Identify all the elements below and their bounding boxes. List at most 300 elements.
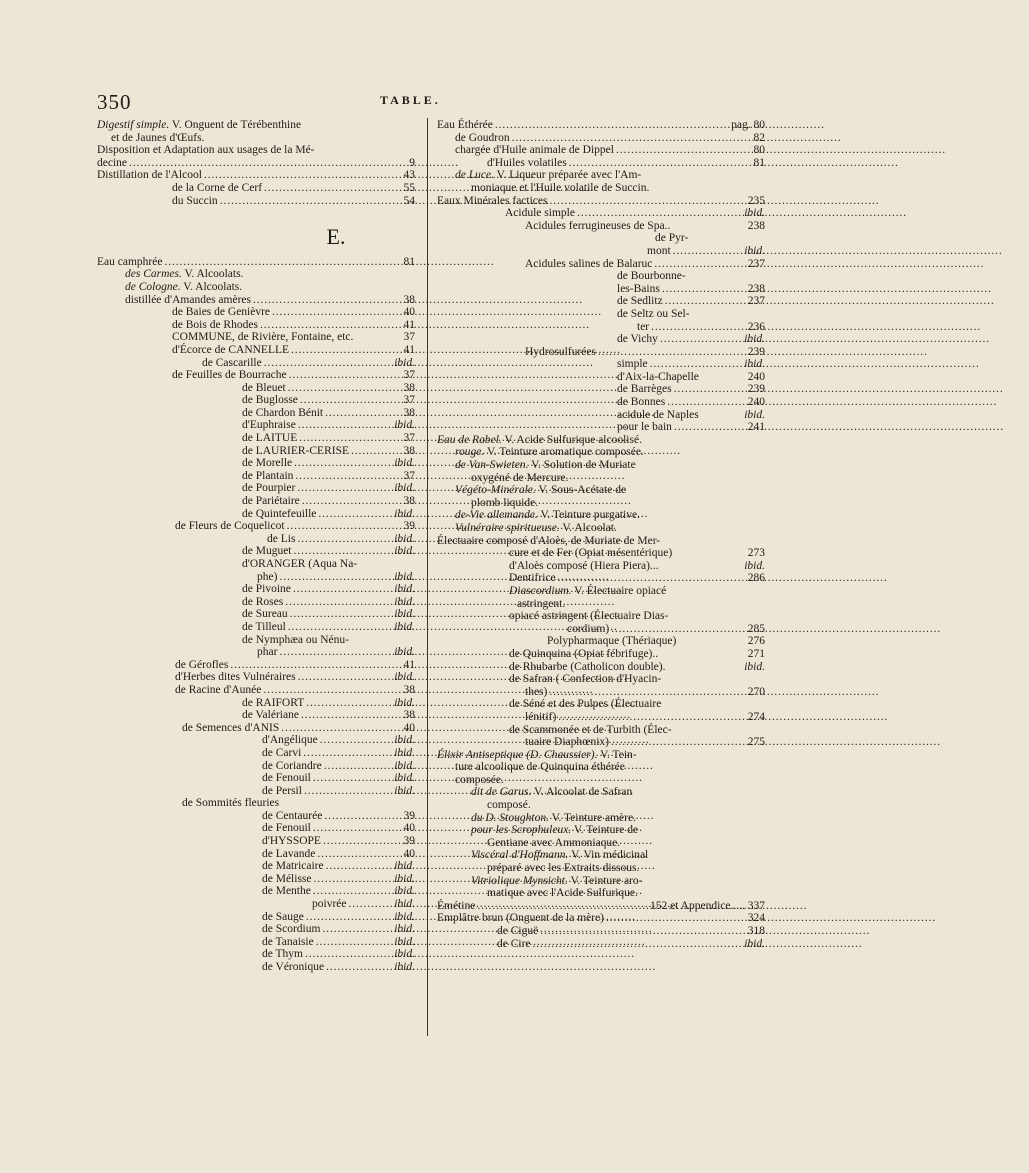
entry-text: Hydrosulfurées	[525, 345, 596, 358]
entry-text: Distillation de l'Alcool	[97, 169, 202, 182]
entry-text: ter	[637, 320, 650, 333]
entry-text: d'Aix-la-Chapelle	[617, 370, 699, 383]
entry-text: de Feuilles de Bourrache	[172, 369, 287, 382]
entry-text: de Fenouil	[262, 822, 311, 835]
index-entry	[437, 749, 765, 762]
dot-leader	[302, 495, 385, 508]
page-reference: ibid.	[394, 646, 415, 659]
entry-text: ture alcoolique de Quinquina éthérée	[455, 761, 625, 774]
page-reference: 38	[403, 709, 415, 722]
page-reference: 276	[747, 635, 765, 648]
page-reference: 82	[753, 131, 765, 144]
entry-text: Eau de Rabel. V. Acide Sulfurique alcoolisé.	[437, 433, 642, 446]
entry-text: Acidule simple	[505, 207, 575, 220]
index-entry	[97, 508, 415, 521]
page-reference: 41	[403, 343, 415, 356]
index-entry	[437, 446, 765, 459]
page-reference: 270	[747, 685, 765, 698]
entry-text: phar	[257, 646, 278, 659]
entry-text: de Semences d'ANIS	[182, 721, 280, 734]
entry-text: de Pariétaire	[242, 495, 300, 508]
index-entry	[97, 357, 415, 370]
page-reference: 37	[403, 432, 415, 445]
dot-leader	[299, 432, 385, 445]
index-entry	[437, 837, 765, 850]
index-entry	[97, 621, 415, 634]
entry-text: de Sommités fleuries	[182, 797, 280, 810]
page-reference: 238	[747, 282, 765, 295]
dot-leader	[569, 157, 735, 170]
page-reference: ibid.	[394, 784, 415, 797]
dot-leader	[313, 772, 385, 785]
page-reference: 286	[747, 572, 765, 585]
index-entry	[97, 369, 415, 382]
entry-text: d'Herbes dites Vulnéraires	[175, 671, 296, 684]
dot-leader	[673, 245, 735, 258]
entry-text: oxygéné de Mercure.	[471, 471, 569, 484]
entry-text: de Cologne. V. Alcoolats.	[125, 280, 243, 293]
index-entry	[97, 822, 415, 835]
page-reference: 38	[403, 381, 415, 394]
index-entry	[97, 709, 415, 722]
entry-text: de Menthe	[262, 885, 311, 898]
index-entry	[97, 860, 415, 873]
page-reference: 40	[403, 306, 415, 319]
index-entry	[437, 245, 765, 258]
entry-text: de Buglosse	[242, 394, 298, 407]
entry-text: cordium)	[567, 622, 610, 635]
page-reference: 38	[403, 293, 415, 306]
page-reference: ibid.	[394, 608, 415, 621]
page-reference: 274	[747, 710, 765, 723]
page-reference: 40	[403, 822, 415, 835]
dot-leader	[129, 157, 385, 170]
index-entry	[97, 835, 415, 848]
index-entry	[437, 346, 765, 359]
index-entry	[437, 421, 765, 434]
page-reference: ibid.	[394, 696, 415, 709]
dot-leader	[285, 596, 385, 609]
page-reference: 235	[747, 194, 765, 207]
index-entry	[437, 812, 765, 825]
page-reference: 9	[409, 156, 415, 169]
dot-leader	[313, 822, 385, 835]
index-entry	[437, 283, 765, 296]
dot-leader	[220, 195, 385, 208]
entry-text: de Coriandre	[262, 759, 322, 772]
entry-text: thes)	[525, 685, 548, 698]
page-reference: 41	[403, 318, 415, 331]
index-entry	[437, 258, 765, 271]
entry-text: les-Bains	[617, 282, 660, 295]
index-entry	[437, 484, 765, 497]
dot-leader	[667, 396, 735, 409]
dot-leader	[654, 258, 735, 271]
dot-leader	[297, 533, 385, 546]
dot-leader	[662, 283, 735, 296]
index-entry	[97, 961, 415, 974]
page-reference: 273	[747, 547, 765, 560]
index-entry	[97, 722, 415, 735]
dot-leader	[326, 860, 385, 873]
entry-text: mont	[647, 244, 671, 257]
entry-text: de Muguet	[242, 545, 292, 558]
entry-text: de Barrèges	[617, 383, 672, 396]
left-index-column	[97, 119, 415, 974]
page-reference: ibid.	[394, 734, 415, 747]
dot-leader	[263, 684, 385, 697]
entry-text: de Pivoine	[242, 583, 291, 596]
page-reference: 237	[747, 295, 765, 308]
index-entry	[97, 268, 415, 281]
index-entry	[437, 585, 765, 598]
page-reference: 275	[747, 736, 765, 749]
page-reference: ibid.	[394, 772, 415, 785]
page-reference: ibid.	[394, 583, 415, 596]
index-entry	[437, 169, 765, 182]
index-entry	[97, 583, 415, 596]
index-entry	[437, 459, 765, 472]
entry-text: de Matricaire	[262, 860, 324, 873]
entry-text: de Thym	[262, 948, 303, 961]
entry-text: decine	[97, 156, 128, 169]
entry-text: de Fleurs de Coquelicot	[175, 520, 285, 533]
page-reference: ibid.	[394, 910, 415, 923]
right-index-column	[437, 119, 765, 950]
entry-text: d'HYSSOPE	[262, 835, 321, 848]
entry-text: composé.	[487, 799, 531, 812]
entry-text: de Vichy	[617, 333, 658, 346]
index-entry	[437, 849, 765, 862]
entry-text: préparé avec les Extraits dissous.	[487, 862, 640, 875]
entry-text: de Tanaisie	[262, 935, 314, 948]
index-entry	[97, 671, 415, 684]
page-reference: 152 et Appendice..... 337	[650, 899, 765, 912]
page-reference: 239	[747, 345, 765, 358]
index-entry	[97, 533, 415, 546]
dot-leader	[298, 419, 385, 432]
index-entry	[437, 497, 765, 510]
dot-leader	[351, 445, 385, 458]
dot-leader	[558, 572, 735, 585]
entry-text: chargée d'Huile animale de Dippel	[455, 144, 614, 157]
index-entry	[437, 661, 765, 674]
entry-text: Végéto-Minérale. V. Sous-Acétate de	[455, 484, 627, 497]
dot-leader	[577, 207, 735, 220]
page-reference: ibid.	[394, 898, 415, 911]
dot-leader	[477, 900, 648, 913]
page-reference: 54	[403, 194, 415, 207]
index-entry	[437, 698, 765, 711]
page-reference: ibid.	[394, 935, 415, 948]
dot-leader	[533, 938, 735, 951]
dot-leader	[549, 195, 735, 208]
index-entry	[437, 799, 765, 812]
index-entry	[97, 571, 415, 584]
entry-text: acidule de Naples	[617, 408, 699, 421]
entry-text: de Rhubarbe (Catholicon double).	[509, 660, 666, 673]
page-reference: 38	[403, 444, 415, 457]
page-reference: ibid.	[744, 207, 765, 220]
entry-text: Eaux Minérales factices	[437, 194, 548, 207]
entry-text: Dentifrice	[509, 572, 556, 585]
index-entry	[437, 157, 765, 170]
index-entry	[437, 182, 765, 195]
entry-text: de Fenouil	[262, 772, 311, 785]
page-reference: ibid.	[744, 660, 765, 673]
entry-text: de Bonnes	[617, 396, 666, 409]
page-reference: ibid.	[394, 746, 415, 759]
page-reference: 43	[403, 169, 415, 182]
index-entry	[97, 407, 415, 420]
index-entry	[437, 560, 765, 573]
index-entry	[97, 419, 415, 432]
index-entry	[437, 232, 765, 245]
entry-text: de Cascarille	[202, 356, 262, 369]
index-entry	[437, 623, 765, 636]
entry-text: Vulnéraire spiritueuse. V. Alcoolat.	[455, 522, 617, 534]
index-entry	[437, 761, 765, 774]
index-entry	[437, 648, 765, 661]
page-number: 350	[97, 90, 132, 114]
index-entry	[97, 394, 415, 407]
dot-leader	[320, 734, 385, 747]
dot-leader	[606, 912, 735, 925]
page-reference: ibid.	[394, 923, 415, 936]
index-entry	[437, 333, 765, 346]
entry-text: Viscéral d'Hoffmann. V. Vin médicinal	[471, 849, 649, 862]
index-entry	[437, 912, 765, 925]
page-reference: ibid.	[394, 482, 415, 495]
dot-leader	[598, 346, 735, 359]
index-entry	[437, 144, 765, 157]
entry-text: d'Angélique	[262, 734, 318, 747]
index-entry	[437, 132, 765, 145]
dot-leader	[512, 132, 735, 145]
entry-text: de Safran ( Confection d'Hyacin-	[509, 673, 662, 686]
page-reference: ibid.	[394, 885, 415, 898]
index-entry	[97, 923, 415, 936]
entry-text: de Pourpier	[242, 482, 296, 495]
index-entry	[97, 281, 415, 294]
dot-leader	[291, 344, 385, 357]
page-reference: ibid.	[394, 595, 415, 608]
index-entry	[437, 195, 765, 208]
dot-leader	[260, 319, 385, 332]
dot-leader	[264, 182, 385, 195]
entry-text: de Véronique	[262, 961, 325, 973]
entry-text: de la Corne de Cerf	[172, 181, 263, 194]
dot-leader	[301, 709, 385, 722]
entry-text: Vitriolique Mynsicht. V. Teinture aro-	[471, 874, 643, 887]
entry-text: Eau camphrée	[97, 255, 163, 268]
page-reference: 324	[747, 912, 765, 925]
dot-leader	[314, 873, 385, 886]
entry-text: de Luce. V. Liqueur préparée avec l'Am-	[455, 169, 642, 182]
entry-text: de Van-Swieten. V. Solution de Muriate	[455, 459, 636, 472]
entry-text: d'Euphraise	[242, 419, 296, 432]
index-entry	[97, 785, 415, 798]
entry-text: de Persil	[262, 784, 302, 797]
index-entry	[97, 848, 415, 861]
page-reference: 241	[747, 421, 765, 434]
dot-leader	[264, 357, 385, 370]
page-reference: 237	[747, 257, 765, 270]
dot-leader	[294, 545, 385, 558]
entry-text: pour les Scrophuleux. V. Teinture de	[471, 824, 639, 837]
index-entry	[97, 144, 415, 157]
dot-leader	[290, 608, 385, 621]
index-entry	[437, 358, 765, 371]
index-entry	[97, 445, 415, 458]
entry-text: de LAITUE	[242, 432, 298, 445]
dot-leader	[313, 885, 385, 898]
page-reference: ibid.	[394, 948, 415, 961]
dot-leader	[324, 810, 385, 823]
dot-leader	[326, 961, 385, 974]
index-entry	[97, 911, 415, 924]
entry-text: plomb liquide.	[471, 496, 539, 509]
page-reference: 41	[403, 658, 415, 671]
page-reference: 38	[403, 406, 415, 419]
dot-leader	[230, 659, 385, 672]
index-entry	[97, 898, 415, 911]
entry-text: du Succin	[172, 194, 218, 207]
index-entry	[97, 306, 415, 319]
dot-leader	[279, 646, 385, 659]
entry-text: de-Vie allemande. V. Teinture purgative.	[455, 509, 640, 522]
entry-text: de Valériane	[242, 709, 299, 722]
dot-leader	[304, 785, 385, 798]
index-entry	[437, 434, 765, 447]
index-entry	[97, 558, 415, 571]
entry-text: lénitif)	[525, 710, 557, 723]
dot-leader	[305, 948, 385, 961]
dot-leader	[306, 697, 385, 710]
page-reference: 285	[747, 622, 765, 635]
index-entry	[437, 938, 765, 951]
index-entry	[437, 598, 765, 611]
index-entry	[437, 711, 765, 724]
entry-text: de Cire	[497, 937, 531, 950]
entry-text: de Nymphæa ou Nénu-	[242, 633, 349, 646]
dot-leader	[549, 686, 735, 699]
page-reference: ibid.	[744, 244, 765, 257]
entry-text: matique avec l'Acide Sulfurique.	[487, 887, 638, 900]
dot-leader	[288, 621, 385, 634]
index-entry	[437, 295, 765, 308]
index-entry	[97, 520, 415, 533]
page-reference: ibid.	[744, 358, 765, 371]
index-entry	[97, 256, 415, 269]
entry-text: Gentiane avec Ammoniaque.	[487, 836, 621, 849]
index-entry	[437, 522, 765, 535]
page-reference: 81	[403, 255, 415, 268]
index-entry	[437, 862, 765, 875]
index-entry	[97, 734, 415, 747]
index-entry	[97, 659, 415, 672]
index-entry	[97, 936, 415, 949]
dot-leader	[660, 333, 735, 346]
index-entry	[97, 495, 415, 508]
dot-leader	[616, 144, 735, 157]
entry-text: de Gérofles	[175, 658, 229, 671]
index-entry	[437, 547, 765, 560]
index-entry	[97, 608, 415, 621]
index-entry	[97, 382, 415, 395]
page-reference: 37	[403, 394, 415, 407]
page-reference: ibid.	[394, 570, 415, 583]
index-entry	[437, 472, 765, 485]
entry-text: d'ORANGER (Aqua Na-	[242, 558, 358, 570]
entry-text: dit de Garus. V. Alcoolat de Safran	[471, 786, 633, 799]
index-entry	[437, 635, 765, 648]
entry-text: COMMUNE, de Rivière, Fontaine, etc.	[172, 331, 354, 344]
index-entry	[437, 509, 765, 522]
page-reference: ibid.	[744, 559, 765, 572]
index-entry	[437, 321, 765, 334]
dot-leader	[303, 747, 385, 760]
dot-leader	[293, 583, 385, 596]
entry-text: de Tilleul	[242, 620, 286, 633]
dot-leader	[322, 923, 385, 936]
index-entry	[97, 684, 415, 697]
page-reference: ibid.	[744, 408, 765, 421]
entry-text: d'Aloès composé (Hiera Piera)...	[509, 559, 659, 572]
dot-leader	[272, 306, 385, 319]
entry-text: de Racine d'Aunée	[175, 683, 262, 696]
entry-text: de Baies de Genièvre	[172, 306, 271, 319]
index-entry	[437, 396, 765, 409]
entry-text: du D. Stoughton. V. Teinture amère.	[471, 811, 636, 824]
index-entry	[97, 294, 415, 307]
page-reference: ibid.	[394, 620, 415, 633]
page-reference: 37	[403, 331, 415, 344]
page-reference: 240	[747, 370, 765, 383]
entry-text: et de Jaunes d'Œufs.	[111, 131, 205, 144]
page-reference: 39	[403, 809, 415, 822]
section-letter-heading: E.	[326, 224, 346, 250]
dot-leader	[651, 321, 735, 334]
entry-text: de RAIFORT	[242, 696, 305, 709]
index-entry	[97, 596, 415, 609]
entry-text: Diascordium. V. Électuaire opiacé	[509, 584, 667, 597]
index-entry	[437, 900, 765, 913]
page-reference: ibid.	[394, 507, 415, 520]
dot-leader	[288, 382, 385, 395]
dot-leader	[495, 119, 729, 132]
dot-leader	[164, 256, 385, 269]
index-entry	[437, 308, 765, 321]
page-reference: ibid.	[394, 872, 415, 885]
page-reference: 37	[403, 469, 415, 482]
entry-text: de Bleuet	[242, 381, 286, 394]
entry-text: Acidules ferrugineuses de Spa..	[525, 219, 671, 232]
entry-text: de Seltz ou Sel-	[617, 307, 690, 320]
page-reference: ibid.	[394, 356, 415, 369]
index-entry	[437, 736, 765, 749]
index-entry	[437, 207, 765, 220]
dot-leader	[289, 369, 385, 382]
entry-text: distillée d'Amandes amères	[125, 293, 251, 306]
index-entry	[97, 885, 415, 898]
index-entry	[97, 646, 415, 659]
entry-text: composée.	[455, 773, 504, 786]
entry-text: phe)	[257, 570, 278, 583]
entry-text: de Ciguë	[497, 925, 539, 937]
page-reference: 238	[747, 219, 765, 232]
dot-leader	[317, 848, 385, 861]
